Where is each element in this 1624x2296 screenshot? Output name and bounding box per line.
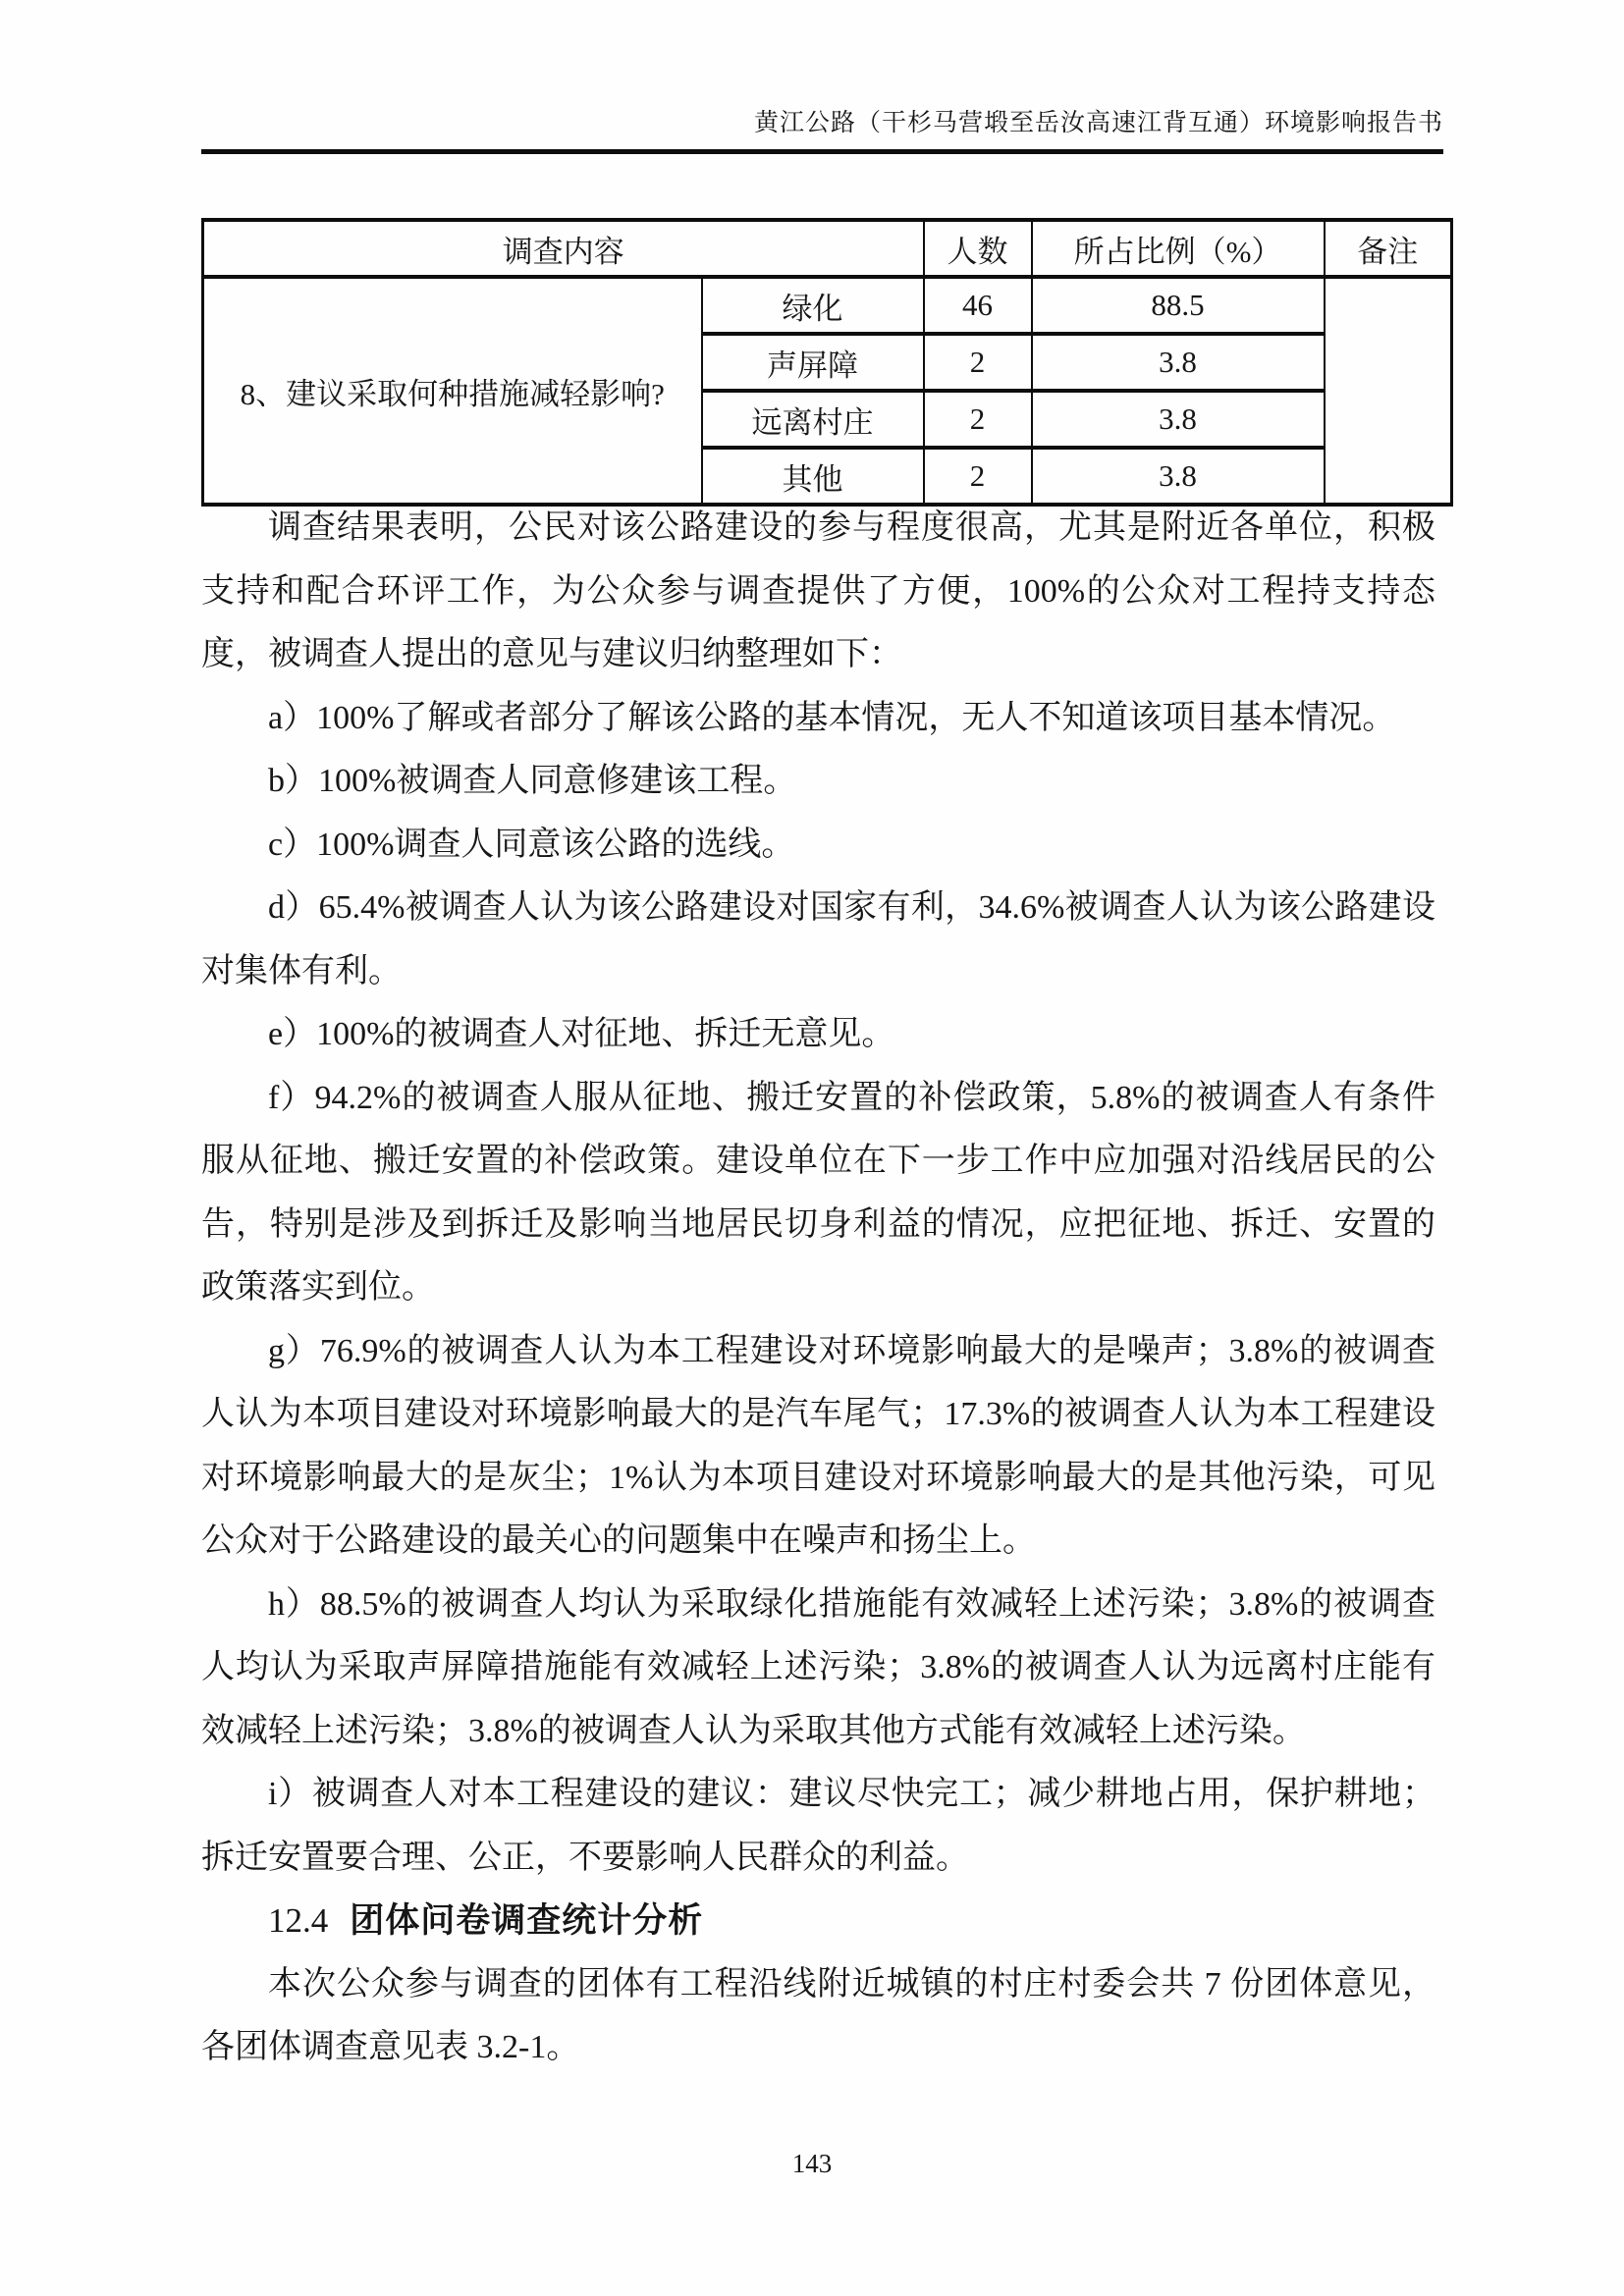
paragraph-item-d: d）65.4%被调查人认为该公路建设对国家有利，34.6%被调查人认为该公路建设对集体有利。 xyxy=(201,889,1435,989)
paragraph-item-e: e）100%的被调查人对征地、拆迁无意见。 xyxy=(268,1016,895,1052)
paragraph-item-c: c）100%调查人同意该公路的选线。 xyxy=(268,826,795,863)
count-cell: 2 xyxy=(924,334,1032,391)
section-heading xyxy=(201,1890,1435,1953)
paragraph-item-f: f）94.2%的被调查人服从征地、搬迁安置的补偿政策，5.8%的被调查人有条件服从征地、搬迁安置的补偿政策。建设单位在下一步工作中应加强对沿线居民的公告，特别是涉及到拆迁及影响当地居民切身利益的情况，应把征地、拆迁、安置的政策落实到位。 xyxy=(201,1079,1435,1306)
option-cell: 远离村庄 xyxy=(702,391,924,448)
option-cell: 绿化 xyxy=(702,277,924,334)
paragraph-closing: 本次公众参与调查的团体有工程沿线附近城镇的村庄村委会共 7 份团体意见，各团体调查意见表 3.2-1。 xyxy=(201,1965,1435,2065)
section-title: 团体问卷调查统计分析 xyxy=(350,1901,704,1940)
paragraph-intro: 调查结果表明，公民对该公路建设的参与程度很高，尤其是附近各单位，积极支持和配合环评工作，为公众参与调查提供了方便，100%的公众对工程持支持态度，被调查人提出的意见与建议归纳整理如下： xyxy=(201,509,1435,672)
table-header-row xyxy=(203,220,1452,277)
paragraph-item-h: h）88.5%的被调查人均认为采取绿化措施能有效减轻上述污染；3.8%的被调查人均认为采取声屏障措施能有效减轻上述污染；3.8%的被调查人认为远离村庄能有效减轻上述污染；3.8%的被调查人认为采取其他方式能有效减轻上述污染。 xyxy=(201,1585,1435,1749)
paragraph-item-a: a）100%了解或者部分了解该公路的基本情况，无人不知道该项目基本情况。 xyxy=(268,699,1396,736)
option-cell: 声屏障 xyxy=(702,334,924,391)
paragraph-item-g: g）76.9%的被调查人认为本工程建设对环境影响最大的是噪声；3.8%的被调查人认为本项目建设对环境影响最大的是汽车尾气；17.3%的被调查人认为本工程建设对环境影响最大的是灰尘；1%认为本项目建设对环境影响最大的是其他污染，可见公众对于公路建设的最关心的问题集中在噪声和扬尘上。 xyxy=(201,1332,1435,1559)
paragraph-item-i: i）被调查人对本工程建设的建议：建议尽快完工；减少耕地占用，保护耕地；拆迁安置要合理、公正，不要影响人民群众的利益。 xyxy=(201,1776,1435,1876)
count-cell: 46 xyxy=(924,277,1032,334)
body-text-block xyxy=(201,497,1435,2080)
column-header-content: 调查内容 xyxy=(203,220,924,277)
section-number: 12.4 xyxy=(268,1901,329,1940)
column-header-count: 人数 xyxy=(924,220,1032,277)
column-header-percent: 所占比例（%） xyxy=(1032,220,1325,277)
option-cell: 其他 xyxy=(702,448,924,505)
page-number: 143 xyxy=(791,2149,833,2178)
column-header-remark: 备注 xyxy=(1325,220,1452,277)
running-header-title: 黄江公路（干杉马营塅至岳汝高速江背互通）环境影响报告书 xyxy=(753,110,1443,136)
count-cell: 2 xyxy=(924,391,1032,448)
percent-cell: 3.8 xyxy=(1032,448,1325,505)
header-rule xyxy=(201,149,1443,154)
percent-cell: 88.5 xyxy=(1032,277,1325,334)
remark-cell xyxy=(1325,277,1452,505)
survey-question-cell: 8、建议采取何种措施减轻影响? xyxy=(203,277,702,505)
percent-cell: 3.8 xyxy=(1032,391,1325,448)
count-cell: 2 xyxy=(924,448,1032,505)
table-row xyxy=(203,277,1452,334)
paragraph-item-b: b）100%被调查人同意修建该工程。 xyxy=(268,763,797,799)
survey-results-table xyxy=(201,218,1453,507)
percent-cell: 3.8 xyxy=(1032,334,1325,391)
